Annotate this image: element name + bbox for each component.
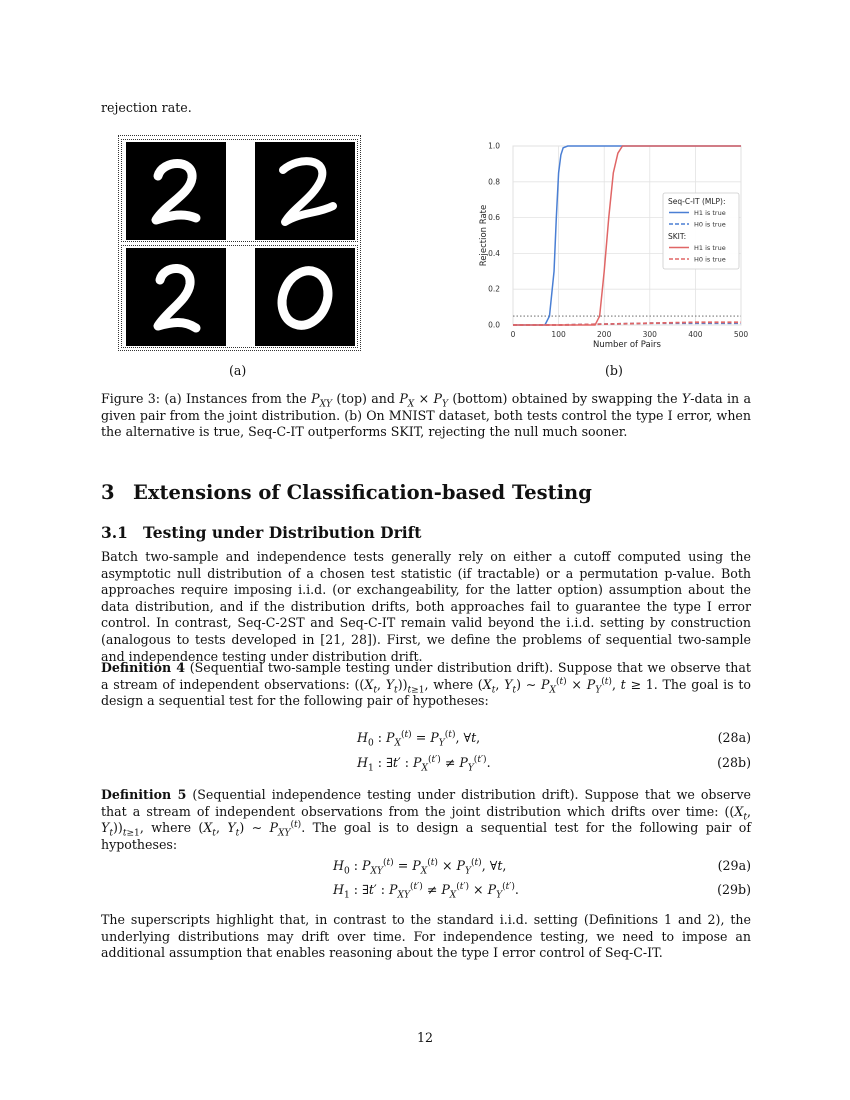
batch-tests-paragraph: Batch two-sample and independence tests generally rely on either a cutoff computed using the asymptotic null distribution of a chosen test statistic (if tractable) or a permutation p-value. Both approaches require imposing i.i.d. (or exchangeability, for the latter option) assumption about the data distribution, and if the distribution drifts, both approaches fail to guarantee the type I error control. In contrast, Seq-C-2ST and Seq-C-IT remain valid beyond the i.i.d. setting by construction (analogous to tests developed in [21, 28]). First, we define the problems of sequential two-sample and independence testing under distribution drift. <box>101 549 751 664</box>
legend-entry-label: H1 is true <box>694 209 726 217</box>
digit-image-0 <box>255 248 355 346</box>
definition-5-title: (Sequential independence testing under distribution drift). <box>192 787 579 802</box>
rejection-rate-chart <box>473 138 753 353</box>
definition-5-goal: The goal is to design a sequential test for the following pair of hypotheses: <box>101 820 751 852</box>
y-tick-label: 0.4 <box>488 248 500 258</box>
y-tick-label: 0.6 <box>488 213 500 223</box>
definition-5-head: Definition 5 <box>101 787 187 802</box>
definition-4-title: (Sequential two-sample testing under distribution drift). <box>189 660 554 675</box>
legend-group-title: SKIT: <box>668 232 687 241</box>
y-tick-label: 0.2 <box>488 284 500 294</box>
y-axis-label: Rejection Rate <box>479 204 489 267</box>
equation-28b-number: (28b) <box>717 755 751 770</box>
section-number: 3 <box>101 481 115 504</box>
x-tick-label: 100 <box>551 330 566 339</box>
equation-28a-number: (28a) <box>717 730 751 745</box>
chart-svg <box>473 138 753 353</box>
equation-28b: $H_1$ : ∃t′ : $P_X^{(t')} \ne P_Y^{(t')}$. <box>357 754 491 774</box>
x-axis-label: Number of Pairs <box>593 340 661 350</box>
section-title: Extensions of Classification-based Testing <box>133 481 592 504</box>
equation-29b-number: (29b) <box>717 882 751 897</box>
legend-entry-label: H0 is true <box>694 220 726 229</box>
digit-image-2 <box>126 248 226 346</box>
subsection-number: 3.1 <box>101 523 128 542</box>
intro-line: rejection rate. <box>101 100 192 115</box>
y-tick-label: 1.0 <box>488 141 500 151</box>
equation-29a-number: (29a) <box>717 858 751 873</box>
digit-image-2 <box>126 142 226 240</box>
drift-paragraph: The superscripts highlight that, in contrast to the standard i.i.d. setting (Definitions 1 and 2), the underlying distributions may drift over time. For independence testing, we need to impose an additional assumption that enables reasoning about the type I error control of Seq-C-IT. <box>101 912 751 961</box>
digit-image-2 <box>255 142 355 240</box>
section-heading <box>101 481 592 504</box>
subsection-heading <box>101 523 421 542</box>
y-tick-label: 0.0 <box>488 320 500 330</box>
figure-caption: Figure 3: (a) Instances from the $P_{XY}$ (top) and $P_X \times P_Y$ (bottom) obtained by swapping the Y-data in a given pair from the joint distribution. (b) On MNIST dataset, both tests control the type I error, when the alternative is true, Seq-C-IT outperforms SKIT, rejecting the null much sooner. <box>101 391 751 440</box>
definition-4: Definition 4 (Sequential two-sample testing under distribution drift). Suppose that we observe that a stream of independent observations: (($X_t$, $Y_t))_{t\ge 1}$, where ($X_t$, $Y_t$) ∼ $P_X^{(t)} \times P_Y^{(t)}$, t ≥ 1. The goal is to design a sequential test for the following pair of hypotheses: <box>101 660 751 709</box>
equation-29b: $H_1$ : ∃t′ : $P_{XY}^{(t')} \ne P_X^{(t')} \times P_Y^{(t')}$. <box>333 881 519 901</box>
subsection-title: Testing under Distribution Drift <box>143 523 422 542</box>
x-tick-label: 0 <box>510 330 516 339</box>
page-number: 12 <box>416 1030 434 1045</box>
equation-28a: $H_0$ : $P_X^{(t)} = P_Y^{(t)}$, ∀t, <box>357 729 481 749</box>
x-tick-label: 300 <box>642 330 657 339</box>
x-tick-label: 200 <box>597 330 612 339</box>
panel-a-label: (a) <box>229 363 247 378</box>
product-pair-box <box>121 245 358 348</box>
legend-group-title: Seq-C-IT (MLP): <box>668 197 726 206</box>
equation-29a: $H_0$ : $P_{XY}^{(t)} = P_X^{(t)} \times P_Y^{(t)}$, ∀t, <box>333 857 507 877</box>
y-tick-label: 0.8 <box>488 177 500 187</box>
legend-entry-label: H0 is true <box>694 255 726 264</box>
panel-b-label: (b) <box>605 363 623 378</box>
legend-entry-label: H1 is true <box>694 244 726 252</box>
x-tick-label: 500 <box>733 330 749 339</box>
joint-pair-box <box>121 139 358 242</box>
x-tick-label: 400 <box>688 330 703 339</box>
digit-pairs-panel <box>118 135 361 351</box>
definition-4-head: Definition 4 <box>101 660 186 675</box>
definition-5: Definition 5 (Sequential independence testing under distribution drift). Suppose that we observe that a stream of independent observations from the joint distribution which drifts over time: (($X_t$, $Y_t))_{t\ge 1}$, where ($X_t$, $Y_t$) ∼ $P_{XY}^{(t)}$. The goal is to design a sequential test for the following pair of hypotheses: <box>101 787 752 852</box>
definition-5-text: Suppose that we observe that a stream of independent observations from the joint distribution which drifts over time: <box>101 787 752 819</box>
definition-4-goal: The goal is to design a sequential test for the following pair of hypotheses: <box>101 676 751 709</box>
